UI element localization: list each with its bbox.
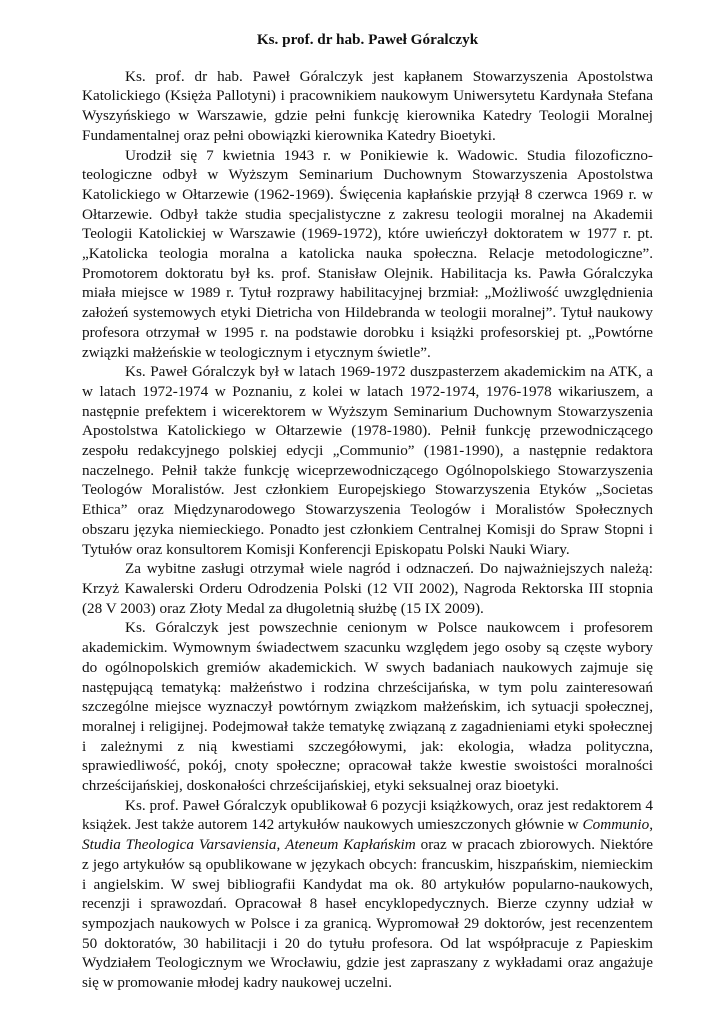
document-page bbox=[82, 30, 653, 993]
paragraph-career: Ks. Paweł Góralczyk był w latach 1969-1972 duszpasterzem akademickim na ATK, a w latach 1972-1974 w Poznaniu, z kolei w latach 1972-1974, 1976-1978 wikariuszem, a następnie prefektem i wicerektorem w Wyższym Seminarium Duchownym Stowarzyszenia Apostolstwa Katolickiego w Ołtarzewie (1978-1980). Pełnił funkcję przewodniczącego zespołu redakcyjnego polskiej edycji „Communio” (1981-1990), a następnie redaktora naczelnego. Pełnił także funkcję wiceprzewodniczącego Ogólnopolskiego Stowarzyszenia Teologów Moralistów. Jest członkiem Europejskiego Stowarzyszenia Etyków „Societas Ethica” oraz Międzynarodowego Stowarzyszenia Teologów i Moralistów Społecznych obszaru języka niemieckiego. Ponadto jest członkiem Centralnej Komisji do Spraw Stopni i Tytułów oraz konsultorem Komisji Konferencji Episkopatu Polski Nauki Wiary. bbox=[82, 363, 653, 558]
publications-text-end: oraz w pracach zbiorowych. Niektóre z jego artykułów są opublikowane w językach obcych: francuskim, hiszpańskim, niemieckim i angielskim. W swej bibliografii Kandydat ma ok. 80 artykułów popularno-naukowych, recenzji i sprawozdań. Opracował 8 haseł encyklopedycznych. Bierze czynny udział w sympozjach naukowych w Polsce i za granicą. Wypromował 29 doktorów, jest recenzentem 50 doktoratów, 30 habilitacji i 20 do tytułu profesora. Od lat współpracuje z Papieskim Wydziałem Teologicznym we Wrocławiu, gdzie jest zapraszany z wykładami oraz angażuje się w promowanie młodej kadry naukowej uczelni. bbox=[82, 836, 653, 992]
paragraph-publications bbox=[82, 796, 653, 993]
publications-text-start: Ks. prof. Paweł Góralczyk opublikował 6 pozycji książkowych, oraz jest redaktorem 4 książek. Jest także autorem 142 artykułów naukowych umieszczonych głównie w bbox=[82, 796, 653, 834]
journal-separator: , bbox=[649, 816, 653, 834]
paragraph-research: Ks. Góralczyk jest powszechnie cenionym w Polsce naukowcem i profesorem akademickim. Wymownym świadectwem szacunku względem jego osoby są częste wybory do ogólnopolskich gremiów akademickich. W swych badaniach naukowych zajmuje się następującą tematyką: małżeństwo i rodzina chrześcijańska, w tym polu zainteresowań szczególne miejsce wyznaczył powtórnym związkom małżeńskim, ich sytuacji społecznej, moralnej i religijnej. Podejmował także tematykę związaną z zagadnieniami etyki społecznej i zależnymi z nią kwestiami szczegółowymi, jak: ekologia, władza polityczna, sprawiedliwość, pokój, cnoty społeczne; opracował także kwestie swoistości moralności chrześcijańskiej, doskonałości chrześcijańskiej, etyki seksualnej oraz bioetyki. bbox=[82, 619, 653, 795]
journal-separator: , bbox=[276, 836, 286, 854]
paragraph-biography: Urodził się 7 kwietnia 1943 r. w Ponikiewie k. Wadowic. Studia filozoficzno-teologiczne odbył w Wyższym Seminarium Duchownym Stowarzyszenia Apostolstwa Katolickiego w Ołtarzewie (1962-1969). Święcenia kapłańskie przyjął 8 czerwca 1969 r. w Ołtarzewie. Odbył także studia specjalistyczne z zakresu teologii moralnej na Akademii Teologii Katolickiej w Warszawie (1969-1972), które uwieńczył doktoratem w 1977 r. pt. „Katolicka teologia moralna a katolicka nauka społeczna. Relacje metodologiczne”. Promotorem doktoratu był ks. prof. Stanisław Olejnik. Habilitacja ks. Pawła Góralczyka miała miejsce w 1989 r. Tytuł rozprawy habilitacyjnej brzmiał: „Możliwość uwzględnienia założeń systemowych etyki Dietricha von Hildebranda w teologii moralnej”. Tytuł naukowy profesora otrzymał w 1995 r. na podstawie dorobku i książki profesorskiej pt. „Powtórne związki małżeńskie w teologicznym i etycznym świetle”. bbox=[82, 146, 653, 361]
journal-ateneum: Ateneum Kapłańskim bbox=[285, 836, 416, 854]
journal-communio: Communio bbox=[582, 816, 650, 834]
paragraph-awards: Za wybitne zasługi otrzymał wiele nagród i odznaczeń. Do najważniejszych należą: Krzyż Kawalerski Orderu Odrodzenia Polski (12 VII 2002), Nagroda Rektorska III stopnia (28 V 2003) oraz Złoty Medal za długoletnią służbę (15 IX 2009). bbox=[82, 560, 653, 617]
document-title: Ks. prof. dr hab. Paweł Góralczyk bbox=[256, 31, 479, 48]
journal-studia-theologica: Studia Theologica Varsaviensia bbox=[82, 836, 277, 854]
paragraph-introduction: Ks. prof. dr hab. Paweł Góralczyk jest kapłanem Stowarzyszenia Apostolstwa Katolickiego (Księża Pallotyni) i pracownikiem naukowym Uniwersytetu Kardynała Stefana Wyszyńskiego w Warszawie, gdzie pełni funkcję kierownika Katedry Teologii Moralnej Fundamentalnej oraz pełni obowiązki kierownika Katedry Bioetyki. bbox=[82, 67, 653, 144]
